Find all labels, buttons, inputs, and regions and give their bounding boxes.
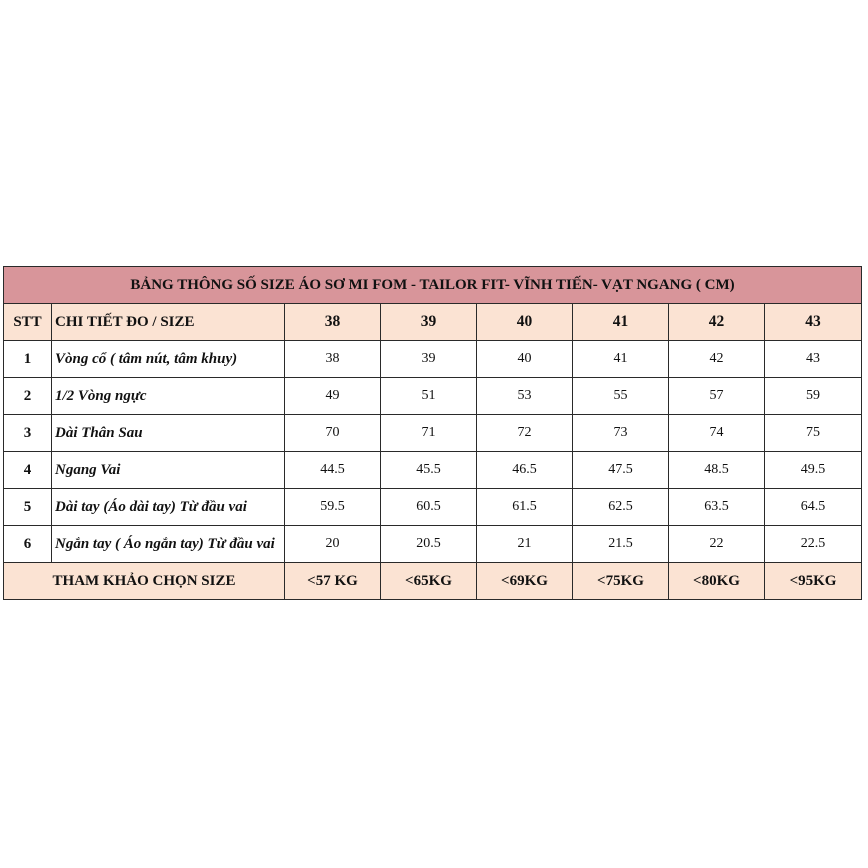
row-value: 39 xyxy=(381,341,477,378)
row-value: 64.5 xyxy=(765,489,862,526)
reference-value: <57 KG xyxy=(285,563,381,600)
row-value: 40 xyxy=(477,341,573,378)
row-stt: 1 xyxy=(4,341,52,378)
header-row xyxy=(4,304,862,341)
row-value: 63.5 xyxy=(669,489,765,526)
row-value: 62.5 xyxy=(573,489,669,526)
row-value: 49 xyxy=(285,378,381,415)
row-value: 53 xyxy=(477,378,573,415)
row-stt: 4 xyxy=(4,452,52,489)
reference-value: <75KG xyxy=(573,563,669,600)
title-row xyxy=(4,267,862,304)
reference-value: <69KG xyxy=(477,563,573,600)
row-value: 71 xyxy=(381,415,477,452)
table-title: BẢNG THÔNG SỐ SIZE ÁO SƠ MI FOM - TAILOR FIT- VĨNH TIẾN- VẠT NGANG ( CM) xyxy=(4,267,862,304)
table-row xyxy=(4,341,862,378)
row-value: 20.5 xyxy=(381,526,477,563)
row-value: 75 xyxy=(765,415,862,452)
row-value: 46.5 xyxy=(477,452,573,489)
row-value: 72 xyxy=(477,415,573,452)
table-row xyxy=(4,378,862,415)
row-value: 21 xyxy=(477,526,573,563)
size-chart-table xyxy=(3,266,862,600)
table-row xyxy=(4,489,862,526)
row-detail: Dài tay (Áo dài tay) Từ đầu vai xyxy=(52,489,285,526)
row-value: 73 xyxy=(573,415,669,452)
row-value: 42 xyxy=(669,341,765,378)
row-value: 44.5 xyxy=(285,452,381,489)
row-stt: 3 xyxy=(4,415,52,452)
row-value: 61.5 xyxy=(477,489,573,526)
row-detail: Vòng cổ ( tâm nút, tâm khuy) xyxy=(52,341,285,378)
row-value: 70 xyxy=(285,415,381,452)
row-value: 38 xyxy=(285,341,381,378)
row-value: 43 xyxy=(765,341,862,378)
header-detail: CHI TIẾT ĐO / SIZE xyxy=(52,304,285,341)
row-value: 57 xyxy=(669,378,765,415)
row-detail: 1/2 Vòng ngực xyxy=(52,378,285,415)
header-size: 43 xyxy=(765,304,862,341)
header-size: 42 xyxy=(669,304,765,341)
row-value: 20 xyxy=(285,526,381,563)
row-value: 60.5 xyxy=(381,489,477,526)
row-value: 51 xyxy=(381,378,477,415)
table-row xyxy=(4,415,862,452)
row-value: 59 xyxy=(765,378,862,415)
row-detail: Ngắn tay ( Áo ngắn tay) Từ đầu vai xyxy=(52,526,285,563)
row-value: 59.5 xyxy=(285,489,381,526)
reference-row xyxy=(4,563,862,600)
row-value: 21.5 xyxy=(573,526,669,563)
reference-value: <65KG xyxy=(381,563,477,600)
row-detail: Dài Thân Sau xyxy=(52,415,285,452)
row-value: 48.5 xyxy=(669,452,765,489)
row-detail: Ngang Vai xyxy=(52,452,285,489)
row-value: 74 xyxy=(669,415,765,452)
row-value: 55 xyxy=(573,378,669,415)
row-value: 49.5 xyxy=(765,452,862,489)
row-stt: 6 xyxy=(4,526,52,563)
reference-label: THAM KHẢO CHỌN SIZE xyxy=(4,563,285,600)
header-size: 41 xyxy=(573,304,669,341)
header-stt: STT xyxy=(4,304,52,341)
header-size: 39 xyxy=(381,304,477,341)
row-value: 22.5 xyxy=(765,526,862,563)
reference-value: <95KG xyxy=(765,563,862,600)
reference-value: <80KG xyxy=(669,563,765,600)
row-value: 45.5 xyxy=(381,452,477,489)
table-row xyxy=(4,526,862,563)
row-value: 22 xyxy=(669,526,765,563)
table-row xyxy=(4,452,862,489)
header-size: 38 xyxy=(285,304,381,341)
row-stt: 5 xyxy=(4,489,52,526)
row-value: 47.5 xyxy=(573,452,669,489)
row-stt: 2 xyxy=(4,378,52,415)
header-size: 40 xyxy=(477,304,573,341)
row-value: 41 xyxy=(573,341,669,378)
